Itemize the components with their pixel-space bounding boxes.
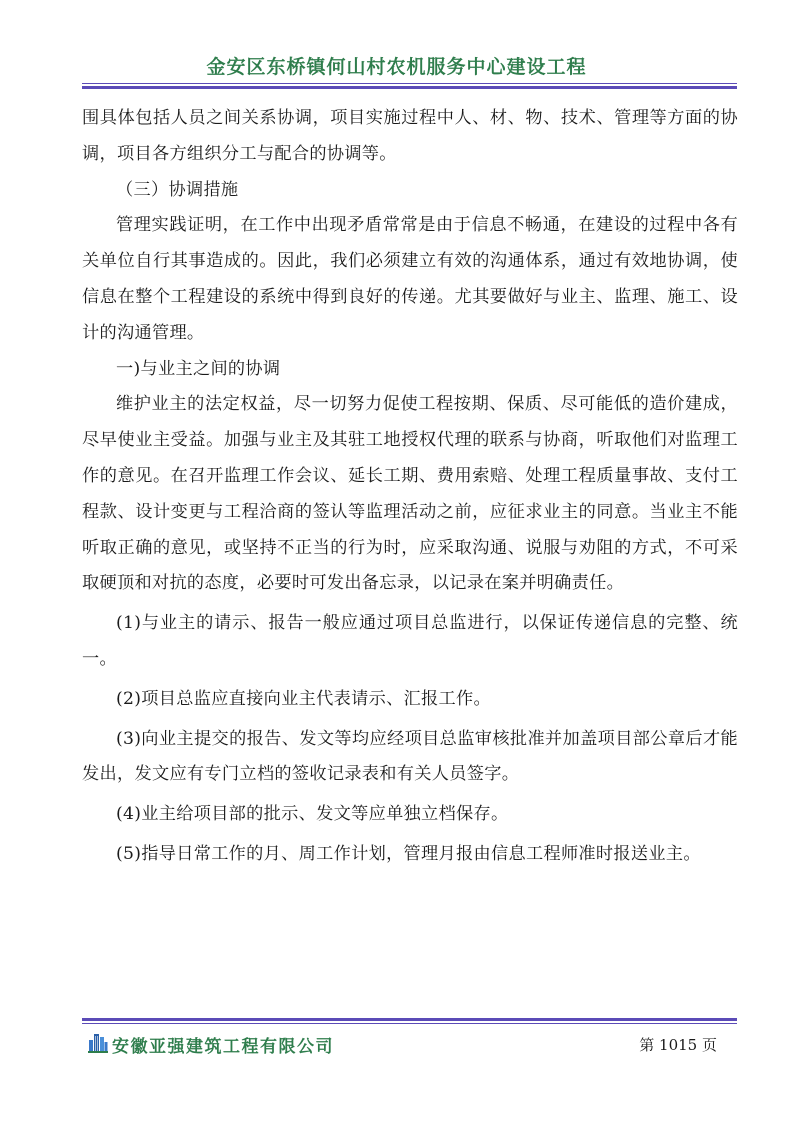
header-rule-thick — [82, 86, 737, 89]
building-logo-icon — [88, 1031, 108, 1053]
section-heading-coordination-measures: （三）协调措施 — [116, 179, 239, 200]
header-rule-thin — [82, 83, 737, 84]
subheading-owner-coordination: 一)与业主之间的协调 — [116, 358, 281, 379]
paragraph-continuation: 围具体包括人员之间关系协调，项目实施过程中人、材、物、技术、管理等方面的协调，项目各方组织分工与配合的协调等。 — [82, 108, 738, 164]
list-item-4: (4)业主给项目部的批示、发文等应单独立档保存。 — [116, 804, 509, 825]
list-item-2: (2)项目总监应直接向业主代表请示、汇报工作。 — [116, 688, 491, 709]
paragraph-management-practice: 管理实践证明，在工作中出现矛盾常常是由于信息不畅通，在建设的过程中各有关单位自行其事造成的。因此，我们必须建立有效的沟通体系，通过有效地协调，使信息在整个工程建设的系统中得到良好的传递。尤其要做好与业主、监理、施工、设计的沟通管理。 — [82, 215, 738, 343]
paragraph-owner-rights: 维护业主的法定权益，尽一切努力促使工程按期、保质、尽可能低的造价建成，尽早使业主受益。加强与业主及其驻工地授权代理的联系与协商，听取他们对监理工作的意见。在召开监理工作会议、延长工期、费用索赔、处理工程质量事故、支付工程款、设计变更与工程洽商的签认等监理活动之前，应征求业主的同意。当业主不能听取正确的意见，或坚持不正当的行为时，应采取沟通、说服与劝阻的方式，不可采取硬顶和对抗的态度，必要时可发出备忘录，以记录在案并明确责任。 — [82, 394, 738, 594]
footer-rule-thick — [82, 1018, 737, 1021]
footer-company-name: 安徽亚强建筑工程有限公司 — [112, 1037, 334, 1057]
page-number: 第 1015 页 — [639, 1036, 717, 1054]
list-item-1: (1)与业主的请示、报告一般应通过项目总监进行，以保证传递信息的完整、统一。 — [82, 613, 738, 669]
document-body — [82, 101, 738, 873]
header-title: 金安区东桥镇何山村农机服务中心建设工程 — [206, 56, 587, 78]
list-item-5: (5)指导日常工作的月、周工作计划，管理月报由信息工程师准时报送业主。 — [116, 843, 701, 864]
list-item-3: (3)向业主提交的报告、发文等均应经项目总监审核批准并加盖项目部公章后才能发出，发文应有专门立档的签收记录表和有关人员签字。 — [82, 728, 738, 785]
footer-rule-thin — [82, 1023, 737, 1024]
